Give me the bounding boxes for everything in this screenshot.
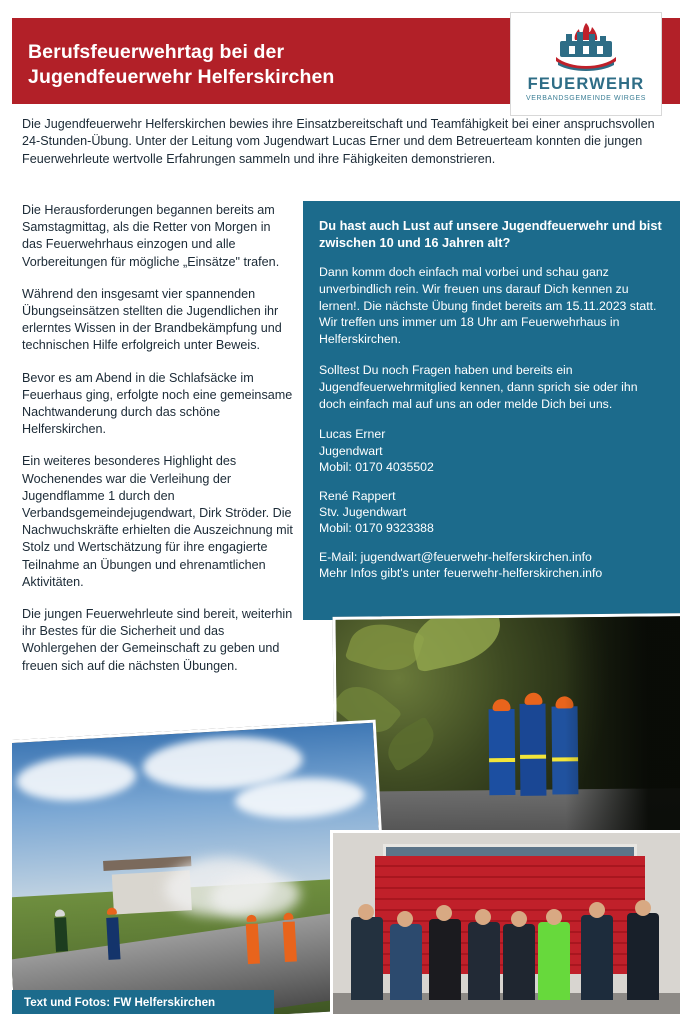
person-figure — [351, 917, 383, 1001]
logo-wordmark: FEUERWEHR — [527, 75, 645, 93]
person-figure — [390, 924, 422, 1000]
person-head — [589, 902, 605, 918]
page-title-line1: Berufsfeuerwehrtag bei der — [28, 41, 285, 63]
info-box — [303, 201, 681, 620]
helmet-icon — [283, 912, 293, 920]
left-paragraph-5: Die jungen Feuerwehrleute sind bereit, weiterhin ihr Bestes für die Sicherheit und das Wohlergehen der Gemeinschaft zu geben und freuen sich auf die nächsten Übungen. — [22, 607, 293, 673]
person-figure — [581, 915, 613, 1001]
contact-two — [319, 488, 667, 537]
hi-vis-stripe — [489, 758, 515, 762]
hi-vis-stripe — [520, 755, 546, 759]
fire-brigade-emblem-icon — [540, 21, 632, 73]
logo-subtitle: VERBANDSGEMEINDE WIRGES — [526, 95, 646, 102]
helmet-icon — [246, 914, 256, 922]
page-title-line2: Jugendfeuerwehr Helferskirchen — [28, 66, 335, 88]
contact-two-phone: Mobil: 0170 9323388 — [319, 521, 434, 536]
photo-credit: Text und Fotos: FW Helferskirchen — [12, 990, 274, 1016]
firefighter-figure — [106, 917, 120, 960]
firefighter-figure — [283, 922, 297, 963]
helmet-icon — [524, 693, 542, 705]
firefighter-figure — [520, 704, 547, 796]
photo-group — [330, 830, 686, 1020]
firefighter-figure — [245, 924, 259, 965]
logo-graphic — [511, 13, 661, 115]
info-box-paragraph-1: Dann komm doch einfach mal vorbei und schau ganz unverbindlich rein. Wir freuen uns darauf Dich kennen zu lernen!. Die nächste Übung findet bereits am 15.11.2023 statt. Wir treffen uns immer um 18 Uhr am Feuerwehrhaus in Helferskirchen. — [319, 265, 657, 347]
fire-department-logo — [510, 12, 662, 116]
contact-two-role: Stv. Jugendwart — [319, 505, 407, 519]
contact-two-name: René Rappert — [319, 488, 396, 503]
left-paragraph-4: Ein weiteres besonderes Highlight des Wochenendes war die Verleihung der Jugendflamme 1 durch den Verbandsgemeindejugendwart, Dirk Ströder. Die Nachwuchskräfte erhielten die Auszeichnung mit Stolz und Wertschätzung für ihre engagierte Teilnahme an Übungen und ehrenamtlichen Aktivitäten. — [22, 454, 293, 589]
firefighter-figure — [489, 709, 516, 795]
contact-one — [319, 426, 667, 475]
person-figure — [468, 922, 500, 1000]
person-head — [635, 900, 651, 916]
left-column — [22, 202, 294, 690]
contact-one-role: Jugendwart — [319, 443, 383, 458]
info-box-paragraph-2: Solltest Du noch Fragen haben und bereits ein Jugendfeuerwehrmitglied kennen, dann sprich sie oder ihn doch einfach mal auf uns an oder melde Dich bei uns. — [319, 362, 638, 411]
document-frame — [12, 12, 686, 1020]
info-box-content — [319, 217, 667, 582]
intro-text: Die Jugendfeuerwehr Helferskirchen bewies ihre Einsatzbereitschaft und Teamfähigkeit bei einer anspruchsvollen 24-Stunden-Übung. Unter der Leitung vom Jugendwart Lucas Erner und dem Betreuerteam konnten die jungen Feuerwehrleute wertvolle Erfahrungen sammeln und ihre Fähigkeiten demonstrieren. — [22, 117, 655, 166]
page-title — [28, 40, 508, 90]
person-figure — [538, 922, 570, 1000]
person-figure — [429, 919, 461, 1001]
contact-links — [319, 549, 667, 582]
person-figure — [503, 924, 535, 1000]
person-figure — [627, 913, 659, 1000]
person-head — [511, 911, 527, 927]
email-line[interactable]: E-Mail: jugendwart@feuerwehr-helferskirchen.info — [319, 549, 592, 564]
left-paragraph-1: Die Herausforderungen begannen bereits am Samstagmittag, als die Retter von Morgen in das Feuerwehrhaus einzogen und alle Vorbereitungen für mögliche „Einsätze" trafen. — [22, 203, 280, 269]
firefighter-figure — [54, 918, 68, 953]
left-paragraph-2: Während den insgesamt vier spannenden Übungseinsätzen stellten die Jugendlichen ihr erlerntes Wissen in der Brandbekämpfung und technischen Hilfe erfolgreich unter Beweis. — [22, 286, 282, 353]
info-box-heading: Du hast auch Lust auf unsere Jugendfeuerwehr und bist zwischen 10 und 16 Jahren alt? — [319, 218, 662, 250]
left-paragraph-3: Bevor es am Abend in die Schlafsäcke im Feuerhaus ging, erfolgte noch eine gemeinsame Nachtwanderung durch das schöne Helferskirchen. — [22, 370, 293, 437]
contact-one-name: Lucas Erner — [319, 427, 386, 442]
contact-one-phone: Mobil: 0170 4035502 — [319, 460, 434, 475]
helmet-icon — [107, 908, 117, 916]
intro-paragraph — [22, 116, 674, 168]
website-line[interactable]: Mehr Infos gibt's unter feuerwehr-helferskirchen.info — [319, 566, 603, 581]
